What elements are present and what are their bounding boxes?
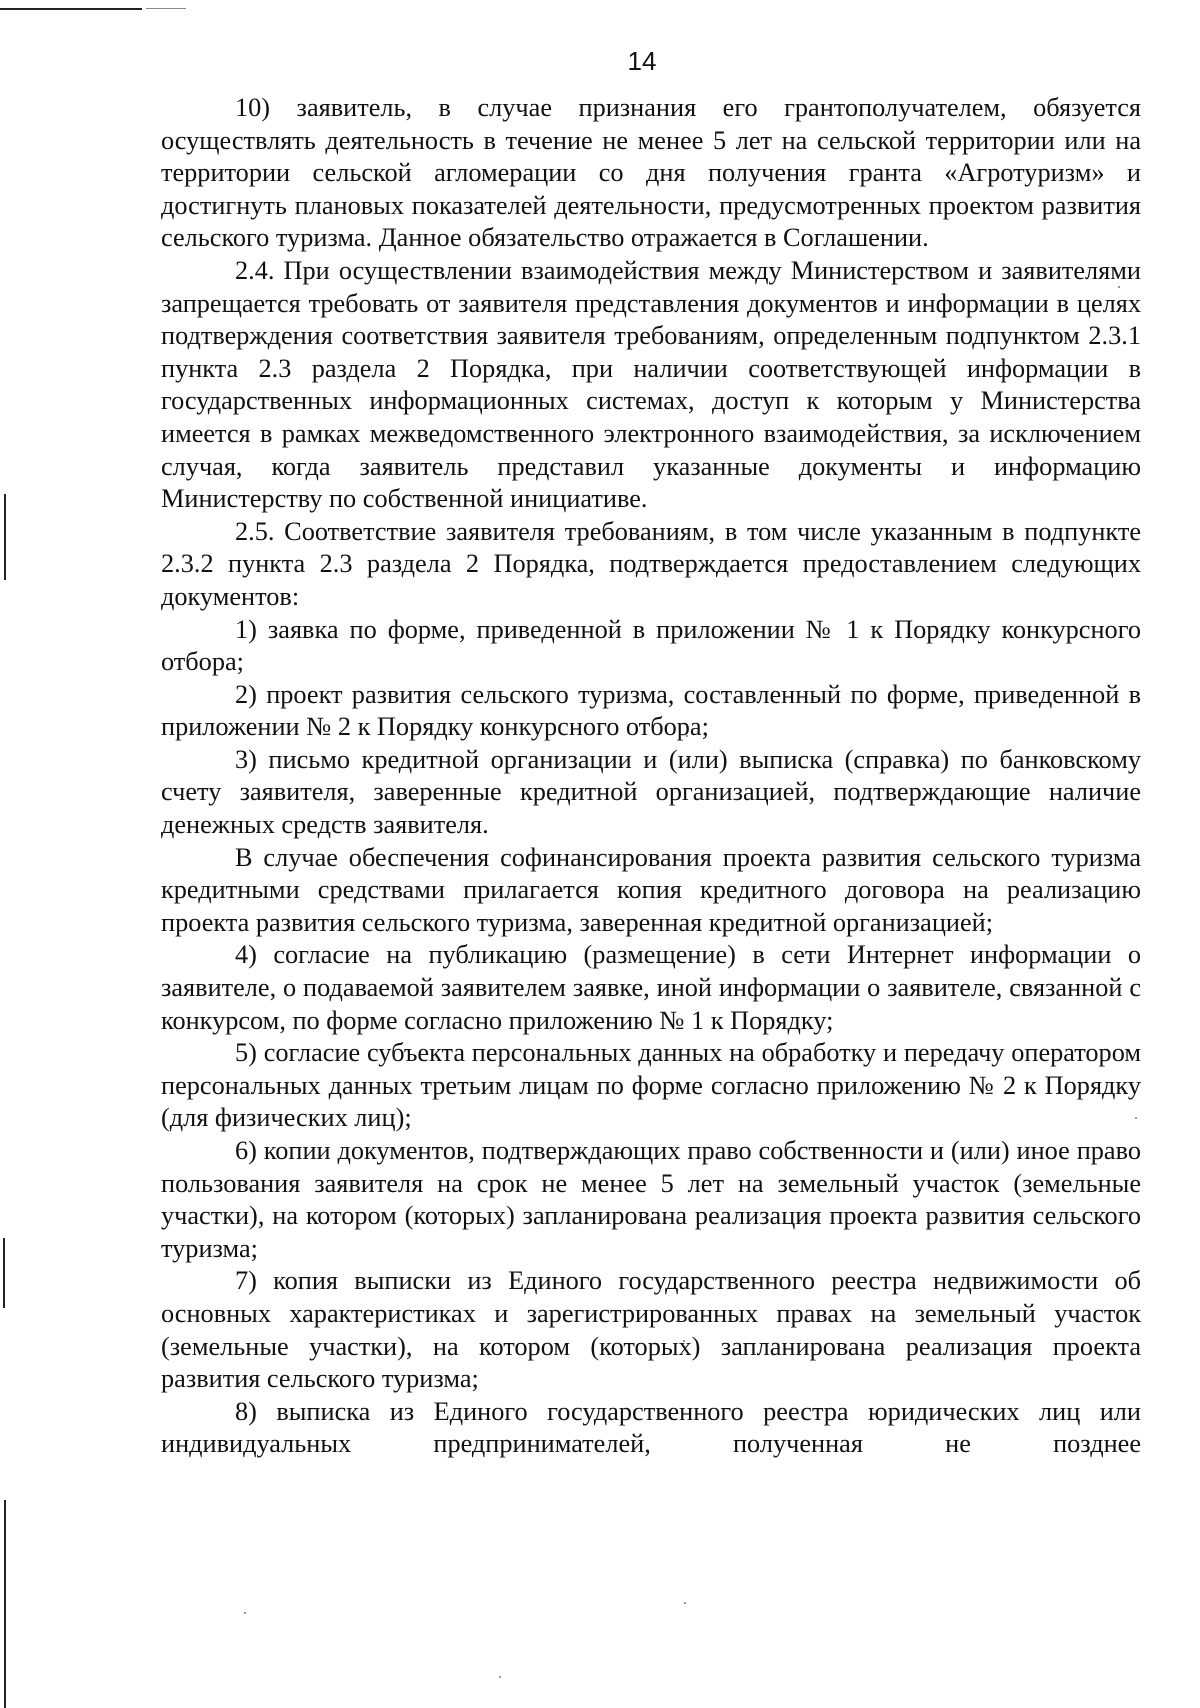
scan-speck (244, 1612, 246, 1614)
scan-edge-line (0, 8, 142, 10)
paragraph-2-5: 2.5. Соответствие заявителя требованиям, в том числе указанным в подпункте 2.3.2 пункта 2.3 раздела 2 Порядка, подтверждается предоставлением следующих документов: (161, 516, 1141, 611)
list-item-2: 2) проект развития сельского туризма, составленный по форме, приведенной в приложении № 2 к Порядку конкурсного отбора; (161, 679, 1141, 742)
list-item-1: 1) заявка по форме, приведенной в приложении № 1 к Порядку конкурсного отбора; (161, 614, 1141, 677)
scan-margin-mark (3, 1238, 5, 1308)
list-item-5: 5) согласие субъекта персональных данных на обработку и передачу оператором персональных данных третьим лицам по форме согласно приложению № 2 к Порядку (для физических лиц); (161, 1038, 1141, 1133)
scan-speck (499, 1676, 501, 1678)
document-body (161, 92, 1141, 1461)
page-number: 14 (627, 46, 657, 76)
paragraph-cofinancing: В случае обеспечения софинансирования проекта развития сельского туризма кредитными средствами прилагается копия кредитного договора на реализацию проекта развития сельского туризма, заверенная кредитной организацией; (161, 842, 1141, 937)
list-item-3: 3) письмо кредитной организации и (или) выписка (справка) по банковскому счету заявителя, заверенные кредитной организацией, подтверждающие наличие денежных средств заявителя. (161, 744, 1141, 840)
list-item-7: 7) копия выписки из Единого государственного реестра недвижимости об основных характеристиках и зарегистрированных правах на земельный участок (земельные участки), на котором (которых) запланирована реализация проекта развития сельского туризма; (161, 1266, 1141, 1394)
paragraph-2-4: 2.4. При осуществлении взаимодействия между Министерством и заявителями запрещается требовать от заявителя представления документов и информации в целях подтверждения соответствия заявителя требованиям, определенным подпунктом 2.3.1 пункта 2.3 раздела 2 Порядка, при наличии соответствующей информации в государственных информационных системах, доступ к которым у Министерства имеется в рамках межведомственного электронного взаимодействия, за исключением случая, когда заявитель представил указанные документы и информацию Министерству по собственной инициативе. (161, 255, 1141, 514)
list-item-4: 4) согласие на публикацию (размещение) в сети Интернет информации о заявителе, о подаваемой заявителем заявке, иной информации о заявителе, связанной с конкурсом, по форме согласно приложению № 1 к Порядку; (161, 940, 1141, 1035)
list-item-8: 8) выписка из Единого государственного реестра юридических лиц или индивидуальных предпринимателей, полученная не позднее (161, 1396, 1141, 1459)
scan-margin-mark (4, 494, 6, 580)
scan-edge-dash (146, 8, 186, 9)
list-item-6: 6) копии документов, подтверждающих право собственности и (или) иное право пользования заявителя на срок не менее 5 лет на земельный участок (земельные участки), на котором (которых) запланирована реализация проекта развития сельского туризма; (161, 1136, 1141, 1263)
scan-speck (684, 1602, 686, 1604)
scan-margin-mark (4, 1500, 6, 1708)
paragraph-item-10: 10) заявитель, в случае признания его грантополучателем, обязуется осуществлять деятельность в течение не менее 5 лет на сельской территории или на территории сельской агломерации со дня получения гранта «Агротуризм» и достигнуть плановых показателей деятельности, предусмотренных проектом развития сельского туризма. Данное обязательство отражается в Соглашении. (161, 93, 1141, 253)
